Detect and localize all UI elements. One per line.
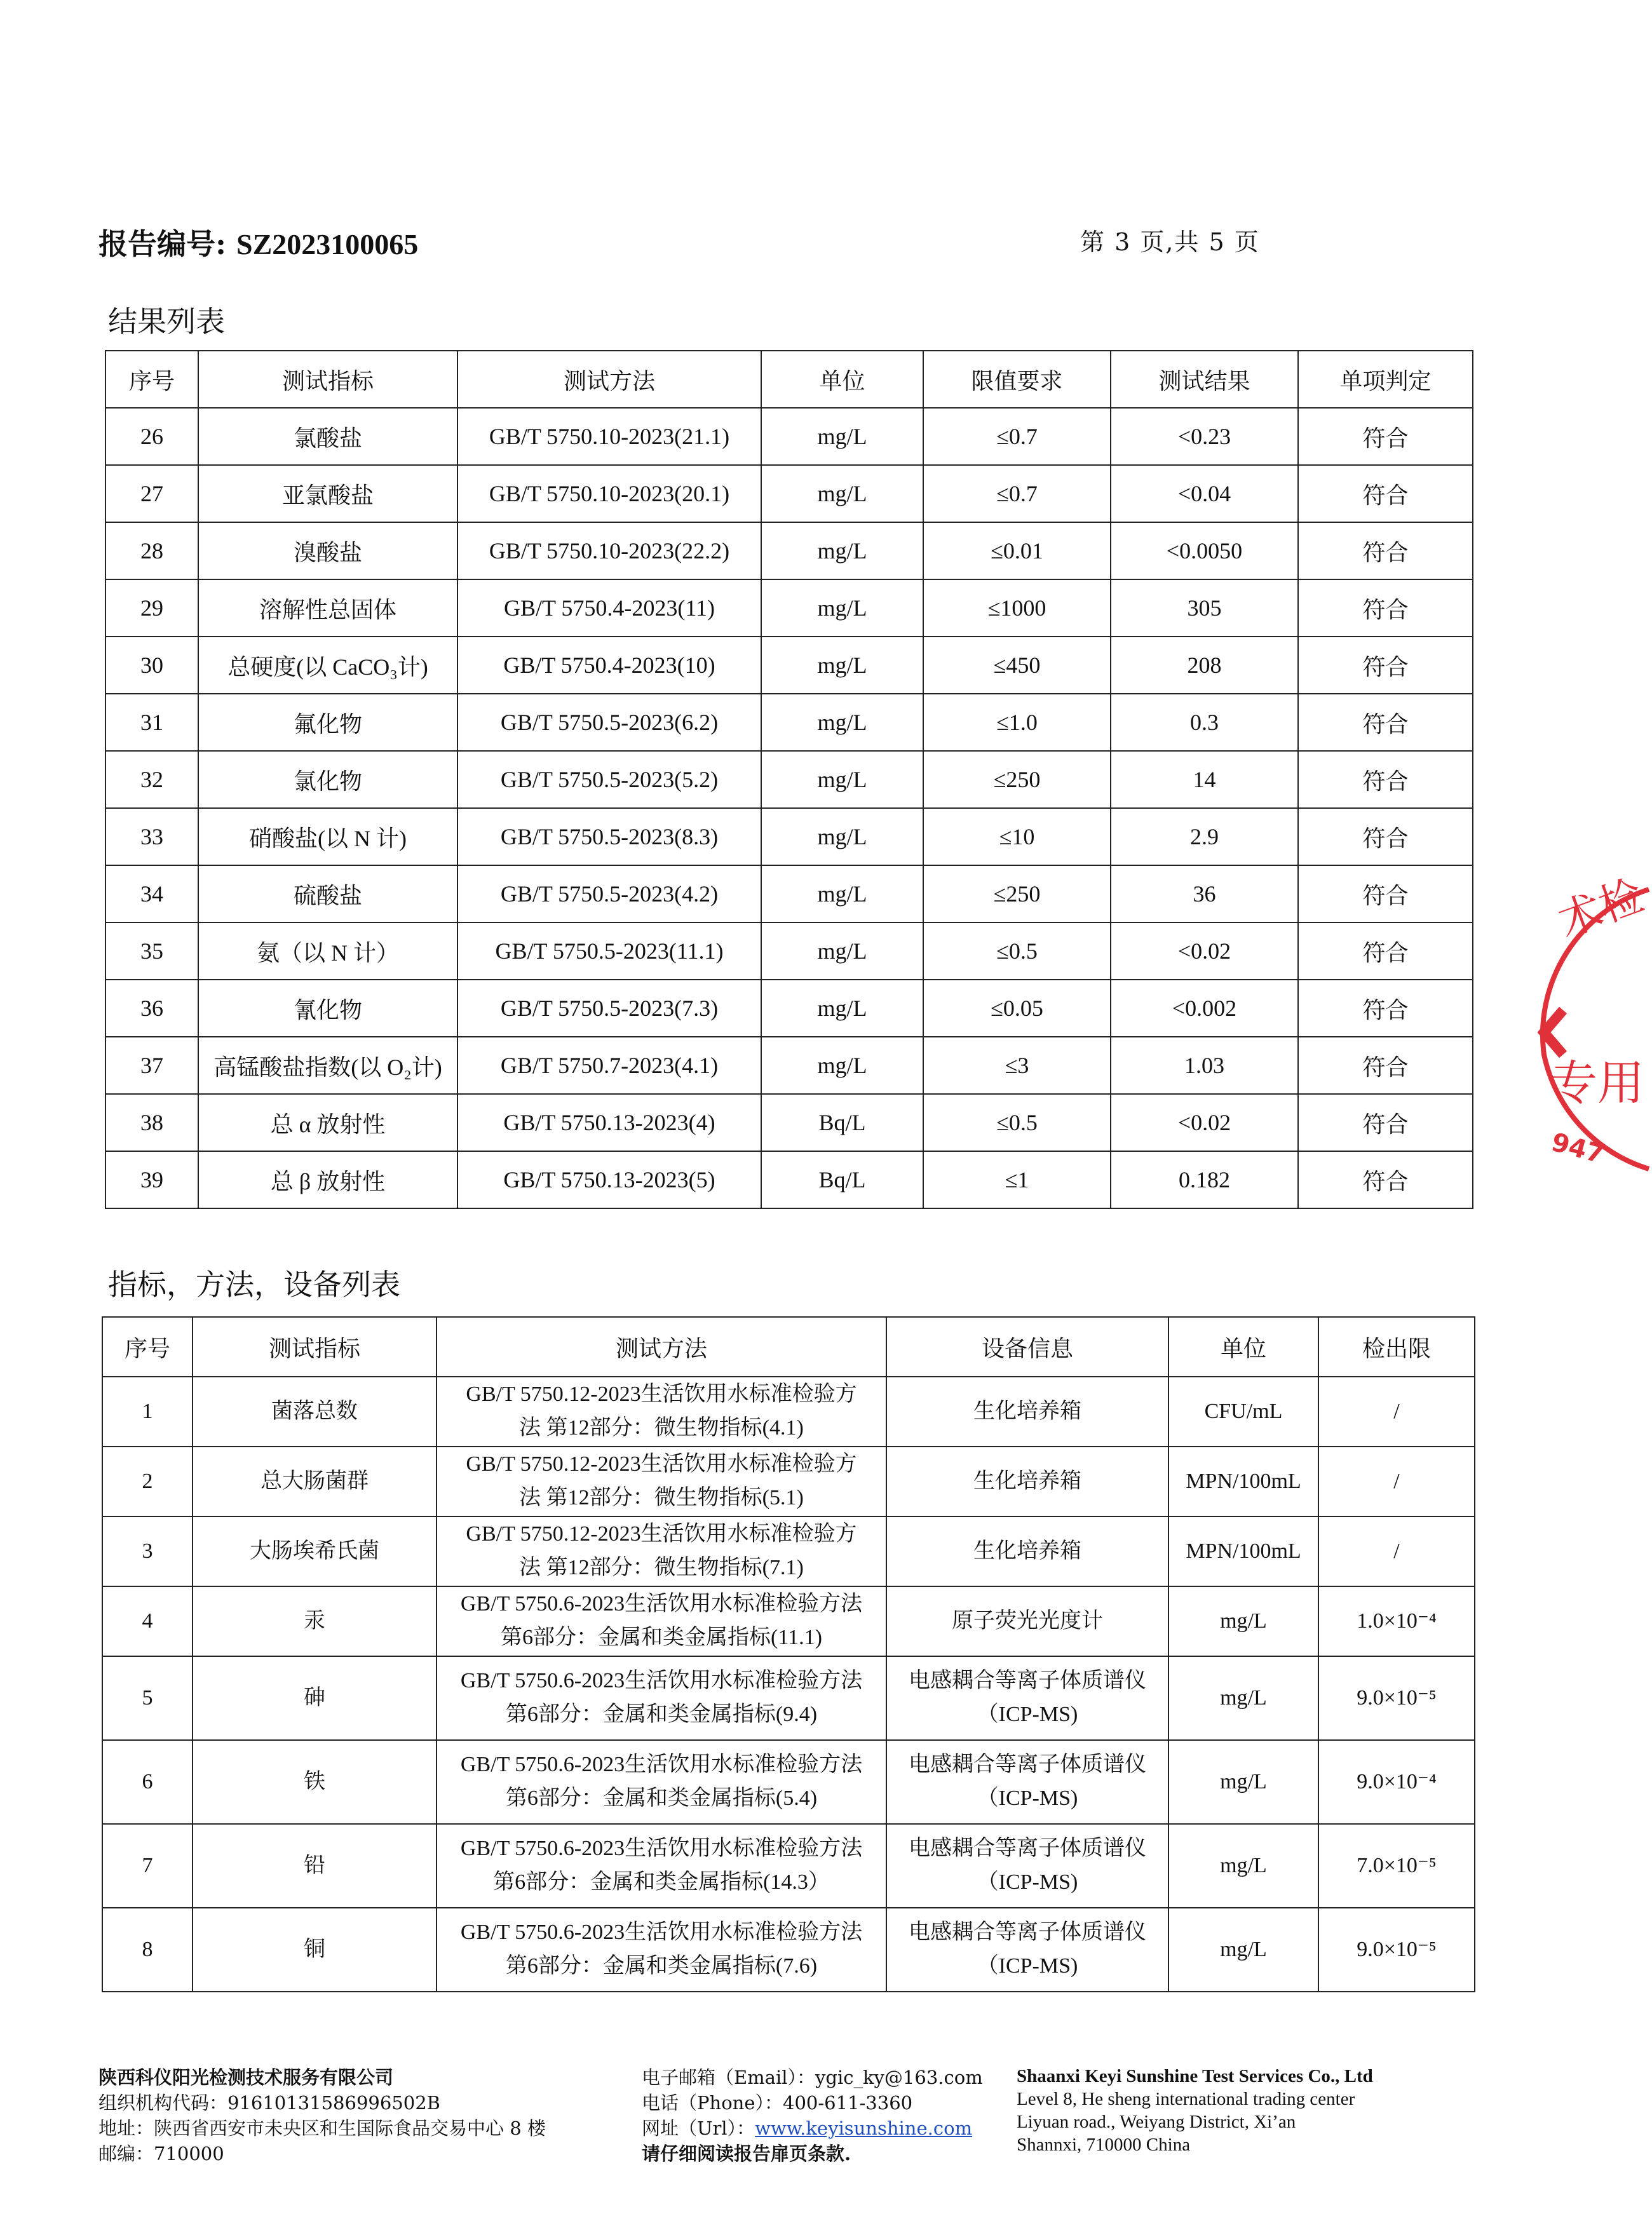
cell-unit: mg/L	[761, 522, 923, 579]
footer-address-en-2: Liyuan road., Weiyang District, Xi’an	[1017, 2112, 1296, 2132]
cell-detection-limit	[1318, 1908, 1475, 1992]
cell-item-line: 砷	[304, 1685, 325, 1710]
cell-method-line: 法 第12部分：微生物指标(4.1)	[519, 1416, 804, 1440]
cell-no: 37	[105, 1037, 198, 1094]
cell-equipment-line: （ICP-MS)	[977, 1786, 1078, 1810]
cell-result: 305	[1111, 579, 1298, 637]
cell-item: 硝酸盐(以 N 计)	[198, 808, 457, 865]
cell-equipment-line: 电感耦合等离子体质谱仪	[909, 1669, 1146, 1693]
cell-judgement: 符合	[1298, 465, 1473, 522]
col-header-judgement: 单项判定	[1298, 351, 1473, 408]
cell-no: 33	[105, 808, 198, 865]
cell-limit: ≤1000	[923, 579, 1111, 637]
cell-no-line: 1	[142, 1399, 153, 1423]
cell-item-line: 大肠埃希氏菌	[250, 1539, 379, 1563]
col-header-limit: 限值要求	[923, 351, 1111, 408]
cell-limit: ≤10	[923, 808, 1111, 865]
cell-item	[193, 1447, 437, 1516]
cell-unit	[1168, 1656, 1318, 1740]
cell-detection-limit-line: 9.0×10⁻⁵	[1357, 1937, 1437, 1961]
cell-item: 氟化物	[198, 694, 457, 751]
table-row	[102, 1908, 1475, 1992]
cell-item	[193, 1516, 437, 1586]
cell-no	[102, 1447, 193, 1516]
cell-item-line: 铅	[304, 1853, 325, 1877]
table-row	[102, 1824, 1475, 1908]
cell-judgement: 符合	[1298, 1151, 1473, 1208]
cell-unit: Bq/L	[761, 1094, 923, 1151]
footer-notice: 请仔细阅读报告扉页条款.	[642, 2143, 851, 2164]
cell-method-line: 第6部分：金属和类金属指标(11.1)	[501, 1626, 822, 1649]
methods-header-row	[102, 1317, 1475, 1377]
cell-item: 总 β 放射性	[198, 1151, 457, 1208]
col-header-detection-limit: 检出限	[1318, 1317, 1475, 1377]
cell-unit-line: mg/L	[1220, 1609, 1267, 1633]
cell-detection-limit	[1318, 1516, 1475, 1586]
table-row	[102, 1586, 1475, 1656]
cell-no	[102, 1516, 193, 1586]
cell-method: GB/T 5750.5-2023(5.2)	[457, 751, 761, 808]
col-header-equipment: 设备信息	[886, 1317, 1168, 1377]
cell-no: 39	[105, 1151, 198, 1208]
cell-result: 208	[1111, 637, 1298, 694]
cell-unit-line: MPN/100mL	[1186, 1539, 1301, 1563]
report-number-value: SZ2023100065	[236, 228, 419, 260]
cell-method-line: GB/T 5750.12-2023生活饮用水标准检验方	[466, 1382, 857, 1407]
cell-method-line: GB/T 5750.6-2023生活饮用水标准检验方法	[460, 1592, 863, 1616]
cell-unit-line: MPN/100mL	[1186, 1469, 1301, 1493]
cell-unit	[1168, 1586, 1318, 1656]
cell-detection-limit-line: 9.0×10⁻⁴	[1357, 1769, 1437, 1793]
cell-item: 氨（以 N 计）	[198, 922, 457, 980]
footer-company-name: 陕西科仪阳光检测技术服务有限公司	[98, 2067, 394, 2088]
cell-method	[437, 1740, 886, 1824]
cell-unit: mg/L	[761, 408, 923, 465]
results-table	[105, 350, 1473, 1209]
cell-detection-limit	[1318, 1824, 1475, 1908]
table-row	[102, 1656, 1475, 1740]
cell-method	[437, 1656, 886, 1740]
footer-address: 地址：陕西省西安市未央区和生国际食品交易中心 8 楼	[98, 2117, 546, 2139]
cell-unit: mg/L	[761, 637, 923, 694]
cell-unit: mg/L	[761, 694, 923, 751]
table-row	[102, 1447, 1475, 1516]
cell-no-line: 7	[142, 1853, 153, 1877]
cell-equipment-line: 电感耦合等离子体质谱仪	[909, 1921, 1146, 1945]
table-row	[105, 637, 1473, 694]
cell-equipment	[886, 1516, 1168, 1586]
results-section-title: 结果列表	[108, 304, 225, 339]
cell-method-line: 第6部分：金属和类金属指标(9.4)	[505, 1703, 818, 1726]
table-row	[105, 1151, 1473, 1208]
cell-no: 29	[105, 579, 198, 637]
cell-equipment-line: （ICP-MS)	[977, 1703, 1078, 1726]
cell-method: GB/T 5750.5-2023(11.1)	[457, 922, 761, 980]
cell-judgement: 符合	[1298, 1094, 1473, 1151]
cell-unit	[1168, 1377, 1318, 1447]
cell-no: 28	[105, 522, 198, 579]
cell-unit-line: mg/L	[1220, 1937, 1267, 1961]
cell-limit: ≤250	[923, 865, 1111, 922]
cell-method: GB/T 5750.5-2023(8.3)	[457, 808, 761, 865]
cell-unit	[1168, 1516, 1318, 1586]
footer-contact-block	[642, 2065, 983, 2166]
col-header-unit: 单位	[1168, 1317, 1318, 1377]
cell-item-line: 铁	[304, 1769, 325, 1793]
cell-unit: mg/L	[761, 980, 923, 1037]
cell-unit	[1168, 1908, 1318, 1992]
cell-detection-limit-line: 1.0×10⁻⁴	[1357, 1609, 1437, 1633]
cell-result: 36	[1111, 865, 1298, 922]
cell-detection-limit-line: 7.0×10⁻⁵	[1357, 1853, 1437, 1877]
cell-item	[193, 1377, 437, 1447]
table-row	[105, 865, 1473, 922]
methods-section-title: 指标，方法，设备列表	[108, 1267, 400, 1302]
cell-unit: mg/L	[761, 751, 923, 808]
results-header-row	[105, 351, 1473, 408]
cell-item-line: 总大肠菌群	[261, 1469, 369, 1493]
cell-method	[437, 1586, 886, 1656]
cell-unit-line: mg/L	[1220, 1853, 1267, 1877]
table-row	[105, 694, 1473, 751]
cell-equipment-line: 生化培养箱	[973, 1539, 1081, 1563]
cell-item	[193, 1656, 437, 1740]
cell-unit: mg/L	[761, 922, 923, 980]
report-number	[98, 221, 418, 263]
table-row	[105, 1094, 1473, 1151]
cell-method-line: GB/T 5750.6-2023生活饮用水标准检验方法	[460, 1921, 863, 1945]
cell-equipment-line: 生化培养箱	[973, 1469, 1081, 1493]
cell-equipment	[886, 1377, 1168, 1447]
cell-judgement: 符合	[1298, 694, 1473, 751]
table-row	[102, 1516, 1475, 1586]
cell-item-line: 菌落总数	[271, 1399, 358, 1423]
col-header-method: 测试方法	[437, 1317, 886, 1377]
cell-detection-limit-line: 9.0×10⁻⁵	[1357, 1685, 1437, 1710]
cell-unit	[1168, 1740, 1318, 1824]
cell-no: 30	[105, 637, 198, 694]
footer-url-label: 网址（Url）：	[642, 2117, 755, 2139]
cell-unit	[1168, 1824, 1318, 1908]
col-header-item: 测试指标	[198, 351, 457, 408]
table-row	[105, 465, 1473, 522]
cell-result: 14	[1111, 751, 1298, 808]
cell-result: <0.04	[1111, 465, 1298, 522]
table-row	[102, 1740, 1475, 1824]
seal-stamp	[1525, 864, 1652, 1182]
cell-method-line: 第6部分：金属和类金属指标(5.4)	[505, 1786, 818, 1810]
stamp-text-top: 术检	[1552, 870, 1651, 947]
cell-result: <0.23	[1111, 408, 1298, 465]
methods-table	[102, 1316, 1475, 1992]
cell-limit: ≤0.5	[923, 1094, 1111, 1151]
cell-method-line: GB/T 5750.6-2023生活饮用水标准检验方法	[460, 1669, 863, 1693]
cell-judgement: 符合	[1298, 637, 1473, 694]
cell-judgement: 符合	[1298, 808, 1473, 865]
cell-equipment	[886, 1586, 1168, 1656]
footer-company-block	[98, 2065, 546, 2166]
cell-method: GB/T 5750.5-2023(6.2)	[457, 694, 761, 751]
cell-method: GB/T 5750.4-2023(10)	[457, 637, 761, 694]
cell-item	[193, 1586, 437, 1656]
cell-judgement: 符合	[1298, 980, 1473, 1037]
col-header-result: 测试结果	[1111, 351, 1298, 408]
cell-unit	[1168, 1447, 1318, 1516]
cell-no: 27	[105, 465, 198, 522]
footer-address-en-3: Shannxi, 710000 China	[1017, 2135, 1191, 2155]
cell-no: 36	[105, 980, 198, 1037]
cell-item: 亚氯酸盐	[198, 465, 457, 522]
cell-method	[437, 1824, 886, 1908]
cell-equipment	[886, 1824, 1168, 1908]
cell-equipment-line: （ICP-MS)	[977, 1870, 1078, 1894]
footer-phone: 电话（Phone）：400-611-3360	[642, 2092, 913, 2114]
cell-no: 35	[105, 922, 198, 980]
col-header-no: 序号	[102, 1317, 193, 1377]
table-row	[105, 808, 1473, 865]
cell-method	[437, 1516, 886, 1586]
cell-no	[102, 1656, 193, 1740]
cell-item	[193, 1740, 437, 1824]
footer-email: 电子邮箱（Email）：ygic_ky@163.com	[642, 2067, 983, 2088]
cell-no: 31	[105, 694, 198, 751]
cell-judgement: 符合	[1298, 579, 1473, 637]
cell-method	[437, 1377, 886, 1447]
cell-item: 氰化物	[198, 980, 457, 1037]
cell-limit: ≤0.01	[923, 522, 1111, 579]
cell-item: 总 α 放射性	[198, 1094, 457, 1151]
cell-method: GB/T 5750.10-2023(21.1)	[457, 408, 761, 465]
cell-result: <0.02	[1111, 1094, 1298, 1151]
cell-unit: mg/L	[761, 1037, 923, 1094]
page-info: 第 3 页,共 5 页	[1080, 228, 1260, 256]
cell-method-line: GB/T 5750.6-2023生活饮用水标准检验方法	[460, 1753, 863, 1777]
cell-unit-line: CFU/mL	[1204, 1399, 1283, 1423]
cell-result: 2.9	[1111, 808, 1298, 865]
cell-judgement: 符合	[1298, 865, 1473, 922]
cell-detection-limit-line: /	[1393, 1469, 1400, 1493]
cell-limit: ≤1.0	[923, 694, 1111, 751]
cell-result: <0.002	[1111, 980, 1298, 1037]
cell-item: 硫酸盐	[198, 865, 457, 922]
col-header-method: 测试方法	[457, 351, 761, 408]
cell-method-line: GB/T 5750.6-2023生活饮用水标准检验方法	[460, 1837, 863, 1861]
cell-limit: ≤1	[923, 1151, 1111, 1208]
cell-limit: ≤0.05	[923, 980, 1111, 1037]
report-number-label: 报告编号:	[98, 227, 236, 261]
cell-unit: Bq/L	[761, 1151, 923, 1208]
cell-no: 32	[105, 751, 198, 808]
cell-limit: ≤450	[923, 637, 1111, 694]
table-row	[102, 1377, 1475, 1447]
cell-no-line: 4	[142, 1609, 153, 1633]
cell-equipment	[886, 1908, 1168, 1992]
cell-detection-limit	[1318, 1740, 1475, 1824]
cell-no	[102, 1586, 193, 1656]
cell-limit: ≤0.7	[923, 408, 1111, 465]
cell-result: 0.182	[1111, 1151, 1298, 1208]
cell-unit: mg/L	[761, 465, 923, 522]
cell-detection-limit	[1318, 1447, 1475, 1516]
footer-address-en-1: Level 8, He sheng international trading center	[1017, 2089, 1355, 2109]
cell-item	[193, 1824, 437, 1908]
col-header-item: 测试指标	[193, 1317, 437, 1377]
cell-limit: ≤250	[923, 751, 1111, 808]
table-row	[105, 1037, 1473, 1094]
cell-method-line: GB/T 5750.12-2023生活饮用水标准检验方	[466, 1522, 857, 1546]
cell-method: GB/T 5750.13-2023(5)	[457, 1151, 761, 1208]
cell-item: 溴酸盐	[198, 522, 457, 579]
cell-item: 总硬度(以 CaCO₃计)	[198, 637, 457, 694]
cell-equipment	[886, 1740, 1168, 1824]
cell-no-line: 8	[142, 1937, 153, 1961]
stamp-text-middle: 专用	[1550, 1056, 1644, 1111]
cell-judgement: 符合	[1298, 408, 1473, 465]
cell-method: GB/T 5750.10-2023(22.2)	[457, 522, 761, 579]
footer-company-en: Shaanxi Keyi Sunshine Test Services Co., Ltd	[1017, 2066, 1373, 2086]
table-row	[105, 408, 1473, 465]
cell-method: GB/T 5750.5-2023(7.3)	[457, 980, 761, 1037]
cell-no	[102, 1824, 193, 1908]
footer-postcode: 邮编：710000	[98, 2143, 224, 2164]
cell-item: 氯酸盐	[198, 408, 457, 465]
cell-result: 1.03	[1111, 1037, 1298, 1094]
cell-method-line: 法 第12部分：微生物指标(7.1)	[519, 1556, 804, 1579]
cell-method: GB/T 5750.7-2023(4.1)	[457, 1037, 761, 1094]
cell-item-line: 铜	[304, 1937, 325, 1961]
cell-method: GB/T 5750.5-2023(4.2)	[457, 865, 761, 922]
cell-no	[102, 1740, 193, 1824]
cell-equipment-line: 电感耦合等离子体质谱仪	[909, 1753, 1146, 1777]
cell-method	[437, 1447, 886, 1516]
cell-no: 34	[105, 865, 198, 922]
cell-judgement: 符合	[1298, 922, 1473, 980]
cell-equipment-line: （ICP-MS)	[977, 1954, 1078, 1978]
table-row	[105, 751, 1473, 808]
cell-method: GB/T 5750.13-2023(4)	[457, 1094, 761, 1151]
cell-judgement: 符合	[1298, 522, 1473, 579]
col-header-no: 序号	[105, 351, 198, 408]
cell-item: 溶解性总固体	[198, 579, 457, 637]
cell-no	[102, 1377, 193, 1447]
cell-method-line: 第6部分：金属和类金属指标(14.3）	[493, 1870, 830, 1894]
stamp-text-bottom: 947	[1548, 1127, 1608, 1170]
cell-unit: mg/L	[761, 579, 923, 637]
cell-result: 0.3	[1111, 694, 1298, 751]
cell-unit-line: mg/L	[1220, 1769, 1267, 1793]
cell-detection-limit-line: /	[1393, 1539, 1400, 1563]
cell-equipment-line: 生化培养箱	[973, 1399, 1081, 1423]
cell-equipment	[886, 1447, 1168, 1516]
footer-english-block	[1017, 2065, 1373, 2156]
cell-no	[102, 1908, 193, 1992]
cell-judgement: 符合	[1298, 1037, 1473, 1094]
cell-unit-line: mg/L	[1220, 1685, 1267, 1710]
cell-method-line: 第6部分：金属和类金属指标(7.6)	[505, 1954, 818, 1978]
footer-url-line	[642, 2116, 983, 2141]
cell-unit: mg/L	[761, 865, 923, 922]
cell-item: 氯化物	[198, 751, 457, 808]
cell-item: 高锰酸盐指数(以 O₂计)	[198, 1037, 457, 1094]
cell-equipment	[886, 1656, 1168, 1740]
cell-no-line: 5	[142, 1685, 153, 1710]
cell-result: <0.02	[1111, 922, 1298, 980]
cell-detection-limit	[1318, 1656, 1475, 1740]
cell-equipment-line: 原子荧光光度计	[952, 1609, 1103, 1633]
table-row	[105, 522, 1473, 579]
cell-no-line: 6	[142, 1769, 153, 1793]
cell-item-line: 汞	[304, 1609, 325, 1633]
cell-method-line: 法 第12部分：微生物指标(5.1)	[519, 1486, 804, 1509]
cell-method-line: GB/T 5750.12-2023生活饮用水标准检验方	[466, 1452, 857, 1476]
cell-method: GB/T 5750.4-2023(11)	[457, 579, 761, 637]
cell-detection-limit-line: /	[1393, 1399, 1400, 1423]
cell-result: <0.0050	[1111, 522, 1298, 579]
cell-limit: ≤3	[923, 1037, 1111, 1094]
cell-limit: ≤0.5	[923, 922, 1111, 980]
footer-org-code: 组织机构代码：91610131586996502B	[98, 2092, 440, 2114]
table-row	[105, 980, 1473, 1037]
cell-unit: mg/L	[761, 808, 923, 865]
col-header-unit: 单位	[761, 351, 923, 408]
table-row	[105, 579, 1473, 637]
cell-judgement: 符合	[1298, 751, 1473, 808]
stamp-star-fragment	[1544, 1010, 1563, 1055]
cell-limit: ≤0.7	[923, 465, 1111, 522]
cell-item	[193, 1908, 437, 1992]
cell-no-line: 3	[142, 1539, 153, 1563]
cell-method: GB/T 5750.10-2023(20.1)	[457, 465, 761, 522]
footer-url-link[interactable]: www.keyisunshine.com	[755, 2117, 973, 2139]
cell-no: 26	[105, 408, 198, 465]
table-row	[105, 922, 1473, 980]
cell-method	[437, 1908, 886, 1992]
cell-detection-limit	[1318, 1586, 1475, 1656]
cell-detection-limit	[1318, 1377, 1475, 1447]
cell-no: 38	[105, 1094, 198, 1151]
cell-equipment-line: 电感耦合等离子体质谱仪	[909, 1837, 1146, 1861]
cell-no-line: 2	[142, 1469, 153, 1493]
